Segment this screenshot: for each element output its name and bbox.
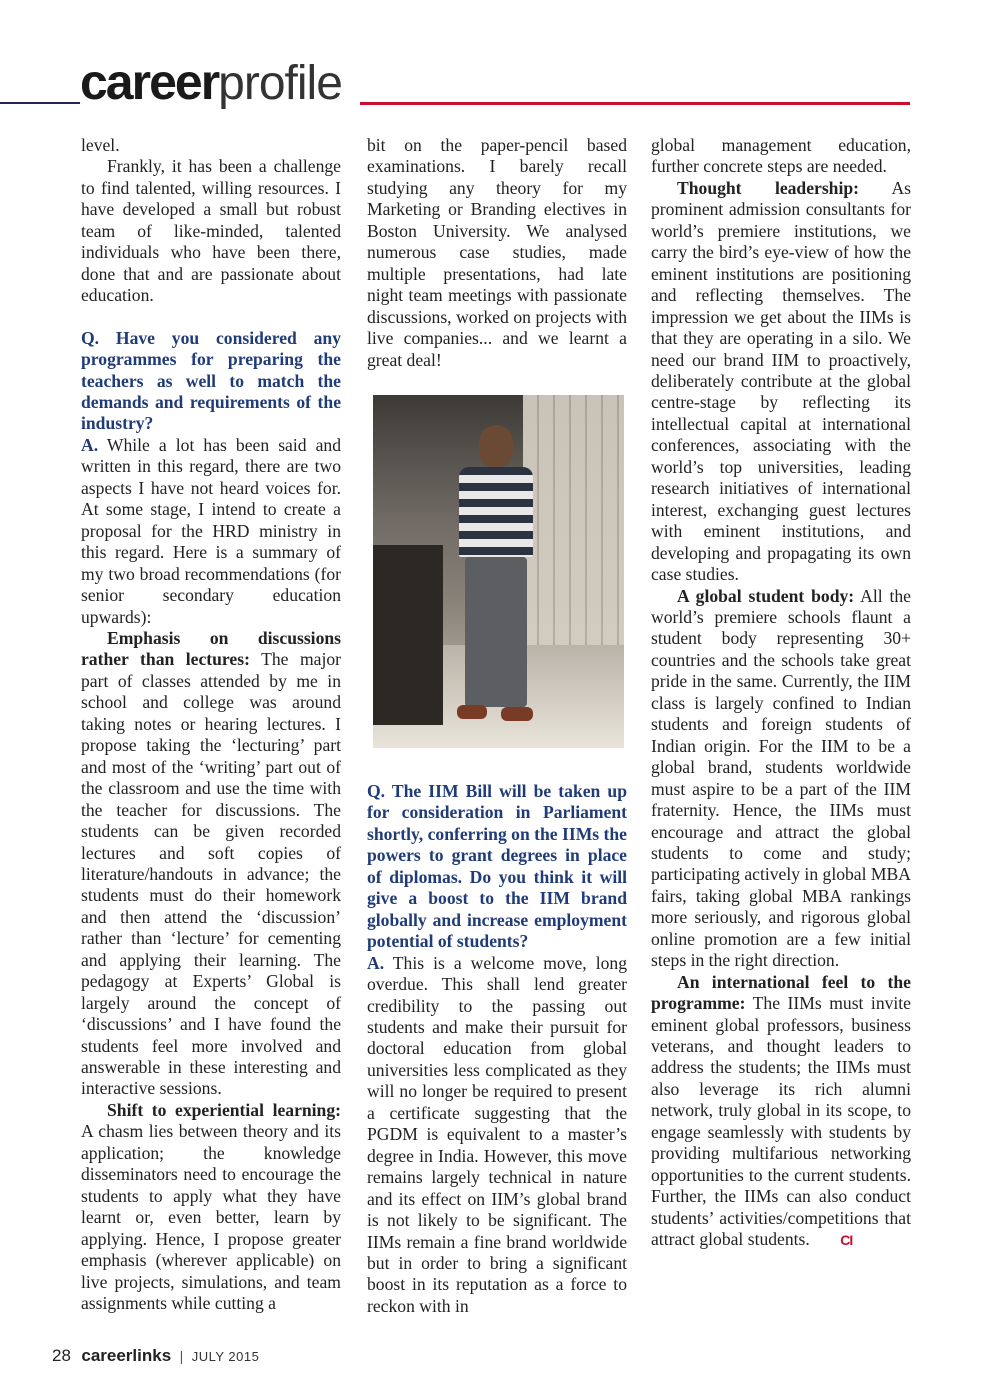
- answer-2: [367, 953, 627, 1318]
- end-mark-icon: CI: [840, 1232, 853, 1249]
- paragraph: [651, 586, 911, 972]
- paragraph: level.: [81, 135, 120, 155]
- paragraph: global management education, further concrete steps are needed.: [651, 135, 911, 177]
- section-title-light: profile: [218, 57, 342, 110]
- question-1: Q. Have you considered any programmes for preparing the teachers as well to match the demands and requirements of the industry?: [81, 327, 341, 434]
- paragraph-text: All the world’s premiere schools flaunt a student body representing 30+ countries and the schools take great pride in the same. Currently, the IIM class is largely confined to Indian students and foreign students of Indian origin. For the IIM to be a global brand, students worldwide must aspire to be a part of the IIM fraternity. Hence, the IIMs must encourage and attract the global students to come and study; participating actively in global MBA fairs, taking global MBA rankings more seriously, and rigorous global online promotion are a few initial steps in the right direction.: [651, 585, 911, 971]
- footer-separator: |: [179, 1348, 184, 1364]
- paragraph: bit on the paper-pencil based examinations. I barely recall studying any theory for my Marketing or Branding electives in Boston University. We analysed numerous case studies, made multiple presentations, had late night team meetings with passionate discussions, worked on projects with live companies... and we learnt a great deal!: [367, 135, 627, 370]
- person-figure: [451, 425, 541, 730]
- section-title: [80, 52, 342, 125]
- paragraph-text: The IIMs must invite eminent global professors, business veterans, and thought leaders to address the students; the IIMs must also leverage its rich alumni network, truly global in its scope, to engage seamlessly with students by providing multifarious networking opportunities to the current students. Further, the IIMs can also conduct students’ activities/competitions that attract global students.: [651, 993, 911, 1250]
- answer-1: [81, 435, 341, 628]
- paragraph: [81, 1100, 341, 1315]
- paragraph: [651, 972, 911, 1252]
- paragraph: Frankly, it has been a challenge to find talented, willing resources. I have developed a small but robust team of like-minded, talented individuals who have been there, done that and are passionate about education.: [81, 156, 341, 306]
- question-2: Q. The IIM Bill will be taken up for consideration in Parliament shortly, conferring on the IIMs the powers to grant degrees in place of diplomas. Do you think it will give a boost to the IIM brand globally and increase employment potential of students?: [367, 781, 627, 952]
- answer-label: A.: [81, 434, 99, 455]
- column-2-lower: [367, 781, 627, 1317]
- column-3: [651, 135, 911, 1252]
- subheading: Emphasis on discussions rather than lectures:: [81, 627, 341, 670]
- answer-text: This is a welcome move, long overdue. This shall lend greater credibility to the passing out students and make their pursuit for doctoral education from global universities less complicated as they will no longer be required to present a certificate suggesting that the PGDM is equivalent to a master’s degree in India. However, this move remains largely technical in nature and its effect on IIM’s global brand is not likely to be significant. The IIMs remain a fine brand worldwide but in order to bring a significant boost in its reputation as a force to reckon with in: [367, 952, 627, 1316]
- subheading: Thought leadership:: [677, 177, 860, 198]
- header-rule-right: [360, 102, 910, 105]
- issue-date: JULY 2015: [191, 1349, 260, 1364]
- answer-text: While a lot has been said and written in this regard, there are two aspects I have not heard voices for. At some stage, I intend to create a proposal for the HRD ministry in this regard. Here is a summary of my two broad recommendations (for senior secondary education upwards):: [81, 434, 341, 627]
- magazine-name: careerlinks: [81, 1346, 172, 1365]
- paragraph-text: The major part of classes attended by me in school and college was around taking notes or hearing lectures. I propose taking the ‘lecturing’ part and most of the ‘writing’ part out of the classroom and use the time with the teacher for discussions. The students can be given recorded lectures and soft copies of literature/handouts in advance; the students must do their homework and then attend the ‘discussion’ rather than ‘lecture’ for cementing and applying their learning. The pedagogy at Experts’ Global is largely around the concept of ‘discussions’ and I have found the students feel more involved and answerable in these interesting and interactive sessions.: [81, 649, 342, 1099]
- column-1: [81, 135, 341, 1314]
- page-number: 28: [52, 1346, 71, 1365]
- paragraph-text: As prominent admission consultants for world’s premiere institutions, we carry the bird’s eye-view of how the eminent institutions are positioning and reflecting themselves. The impression we get about the IIMs is that they are operating in a silo. We need our brand IIM to proactively, deliberately contribute at the global centre-stage by reflecting its intellectual capital at international conferences, associating with the world’s top universities, leading research initiatives of international interest, exchanging guest lectures with eminent institutions, and developing and propagating its own case studies.: [651, 177, 911, 585]
- paragraph: [651, 178, 911, 586]
- page-footer: [52, 1346, 259, 1366]
- section-title-bold: career: [80, 54, 219, 110]
- answer-label: A.: [367, 952, 385, 973]
- subheading: Shift to experiential learning:: [107, 1099, 341, 1120]
- column-2: [367, 135, 627, 371]
- subheading: An international feel to the programme:: [651, 971, 911, 1014]
- paragraph-text: A chasm lies between theory and its application; the knowledge disseminators need to encourage the students to apply what they have learnt or, even better, learn by applying. Hence, I propose greater emphasis (wherever applicable) on live projects, simulations, and team assignments while cutting a: [81, 1121, 341, 1314]
- header-rule-left: [0, 102, 80, 104]
- masthead: [0, 50, 1000, 120]
- paragraph: [81, 628, 341, 1100]
- profile-photo: [373, 395, 624, 748]
- subheading: A global student body:: [677, 585, 855, 606]
